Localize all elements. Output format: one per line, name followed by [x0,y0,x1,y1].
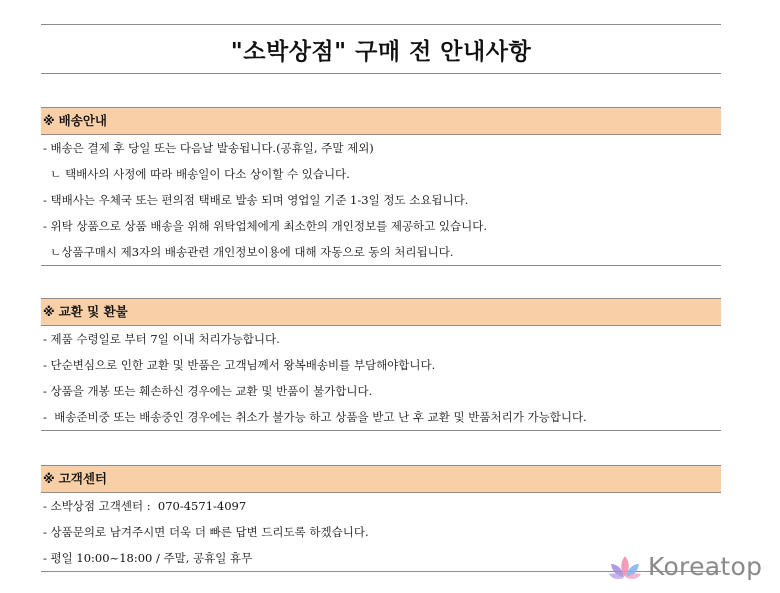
notice-line: - 위탁 상품으로 상품 배송을 위해 위탁업체에게 최소한의 개인정보를 제공하고 있습니다. [43,219,488,233]
notice-line: - 단순변심으로 인한 교환 및 반품은 고객님께서 왕복배송비를 부담해야합니다. [43,358,436,372]
notice-line: - 제품 수령일로 부터 7일 이내 처리가능합니다. [43,332,280,346]
section-exchange-refund [41,298,721,431]
notice-line: - 배송준비중 또는 배송중인 경우에는 취소가 불가능 하고 상품을 받고 난 후 교환 및 반품처리가 가능합니다. [43,410,587,424]
reference-mark: ※ [43,114,55,128]
section-shipping [41,107,721,266]
notice-line: ㄴ상품구매시 제3자의 배송관련 개인정보이용에 대해 자동으로 동의 처리됩니다. [43,245,454,259]
notice-line: - 택배사는 우체국 또는 편의점 택배로 발송 되며 영업일 기준 1-3일 정도 소요됩니다. [43,193,469,207]
notice-line: - 배송은 결제 후 당일 또는 다음날 발송됩니다.(공휴일, 주말 제외) [43,141,374,155]
notice-line: ㄴ 택배사의 사정에 따라 배송일이 다소 상이할 수 있습니다. [43,167,350,181]
section-body [41,135,721,266]
section-header [41,107,721,135]
section-heading: 배송안내 [58,113,107,128]
section-heading: 교환 및 환불 [58,304,128,319]
lotus-icon [606,552,644,584]
page-title: "소박상점" 구매 전 안내사항 [230,39,532,65]
reference-mark: ※ [43,472,55,486]
section-body [41,326,721,431]
title-bottom-rule [41,73,721,74]
section-header [41,298,721,326]
title-top-rule [41,24,721,25]
reference-mark: ※ [43,305,55,319]
section-heading: 고객센터 [58,471,107,486]
section-header [41,465,721,493]
watermark-text: Koreatop [648,552,763,581]
notice-line: - 상품을 개봉 또는 훼손하신 경우에는 교환 및 반품이 불가합니다. [43,384,373,398]
notice-line: - 상품문의로 남겨주시면 더욱 더 빠른 답변 드리도록 하겠습니다. [43,525,369,539]
koreatop-watermark [606,552,776,584]
notice-line: - 소박상점 고객센터 : 070-4571-4097 [43,499,247,513]
notice-line: - 평일 10:00~18:00 / 주말, 공휴일 휴무 [43,551,253,565]
